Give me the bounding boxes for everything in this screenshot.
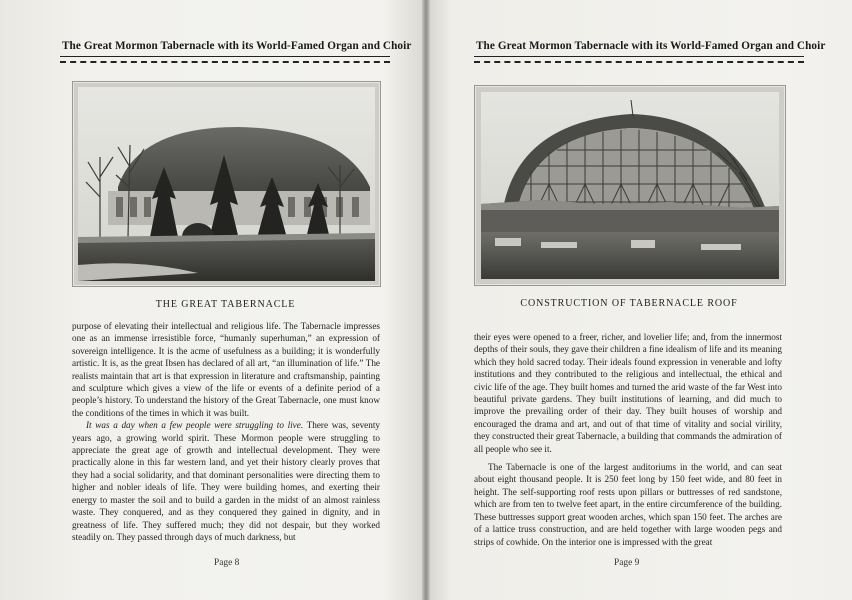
right-page <box>426 0 852 600</box>
photo-frame <box>72 81 381 287</box>
page-number: Page 8 <box>214 558 240 568</box>
italic-phrase: It was a day when a few people were struggling to live. <box>86 420 304 431</box>
photo-caption: CONSTRUCTION OF TABERNACLE ROOF <box>520 298 738 309</box>
photo-caption: THE GREAT TABERNACLE <box>155 299 296 310</box>
running-head: The Great Mormon Tabernacle with its World-Famed Organ and Choir <box>62 40 412 52</box>
body-text <box>474 331 782 548</box>
book-gutter <box>422 0 430 600</box>
page-number: Page 9 <box>614 558 640 568</box>
body-paragraph: The Tabernacle is one of the largest auditoriums in the world, and can seat about eight thousand people. It is 250 feet long by 150 feet wide, and 80 feet in height. The self-supporting roof rests upon pillars or buttresses of red sandstone, which are from ten to twelve feet apart, in the entire circumference of the building. These buttresses support great wooden arches, which span 150 feet. The arches are of a lattice truss construction, and are held together with large wooden pegs and strips of cowhide. On the interior one is impressed with the great <box>474 462 782 547</box>
header-rule <box>60 56 390 63</box>
body-paragraph-rest: There was, seventy years ago, a growing world spirit. These Mormon people were struggling to appreciate the great age of growth and intellectual development. They were practically alone in this far western land, and yet their history clearly proves that they had a social solidarity, and that dominant personalities were directing them to higher and nobler ideals of life. They were building homes, and exerting their energy to master the soil and to build a garden in the midst of an almost rainless waste. They conquered, and as they conquered they gained in dignity, and in greatness of life. They suffered much; they did not despair, but they worked steadily on. They passed through days of much darkness, but <box>72 420 380 542</box>
running-head: The Great Mormon Tabernacle with its World-Famed Organ and Choir <box>476 40 826 52</box>
header-rule <box>474 56 804 63</box>
construction-photo <box>481 92 779 279</box>
body-paragraph: their eyes were opened to a freer, richer, and lovelier life; and, from the innermost depths of their souls, they gave their children a fine idealism of life and its meaning which they hold sacred today. Their ideals found expression in venerable and lofty institutions and they contributed to the religious and intellectual, the ethical and civic life of the age. They built homes and turned the arid waste of the far West into beautiful private gardens. They built institutions of learning, and did much to improve the prevailing order of their day. They built houses of worship and encouraged the drama and art, and out of that time of vitality and social virility, they constructed their great Tabernacle, a building that commands the admiration of all people who see it. <box>474 332 782 454</box>
body-paragraph <box>72 419 380 543</box>
photo-frame <box>474 85 786 286</box>
body-text <box>72 320 380 543</box>
tabernacle-photo <box>78 87 375 281</box>
body-paragraph: purpose of elevating their intellectual and religious life. The Tabernacle impresses one as an immense irresistible force, “humanly superhuman,” an expression of sovereign intelligence. It is the acme of usefulness as a building; it is wonderfully artistic. It is, as the great Ibsen has declared of all art, “an illumination of life.” The realists maintain that art is that expression in literature and craftsmanship, painting and sculpture which gives a view of the life or events of a definite period of a people’s history. To understand the history of the Great Tabernacle, one must know the conditions of the times in which it was built. <box>72 321 380 418</box>
